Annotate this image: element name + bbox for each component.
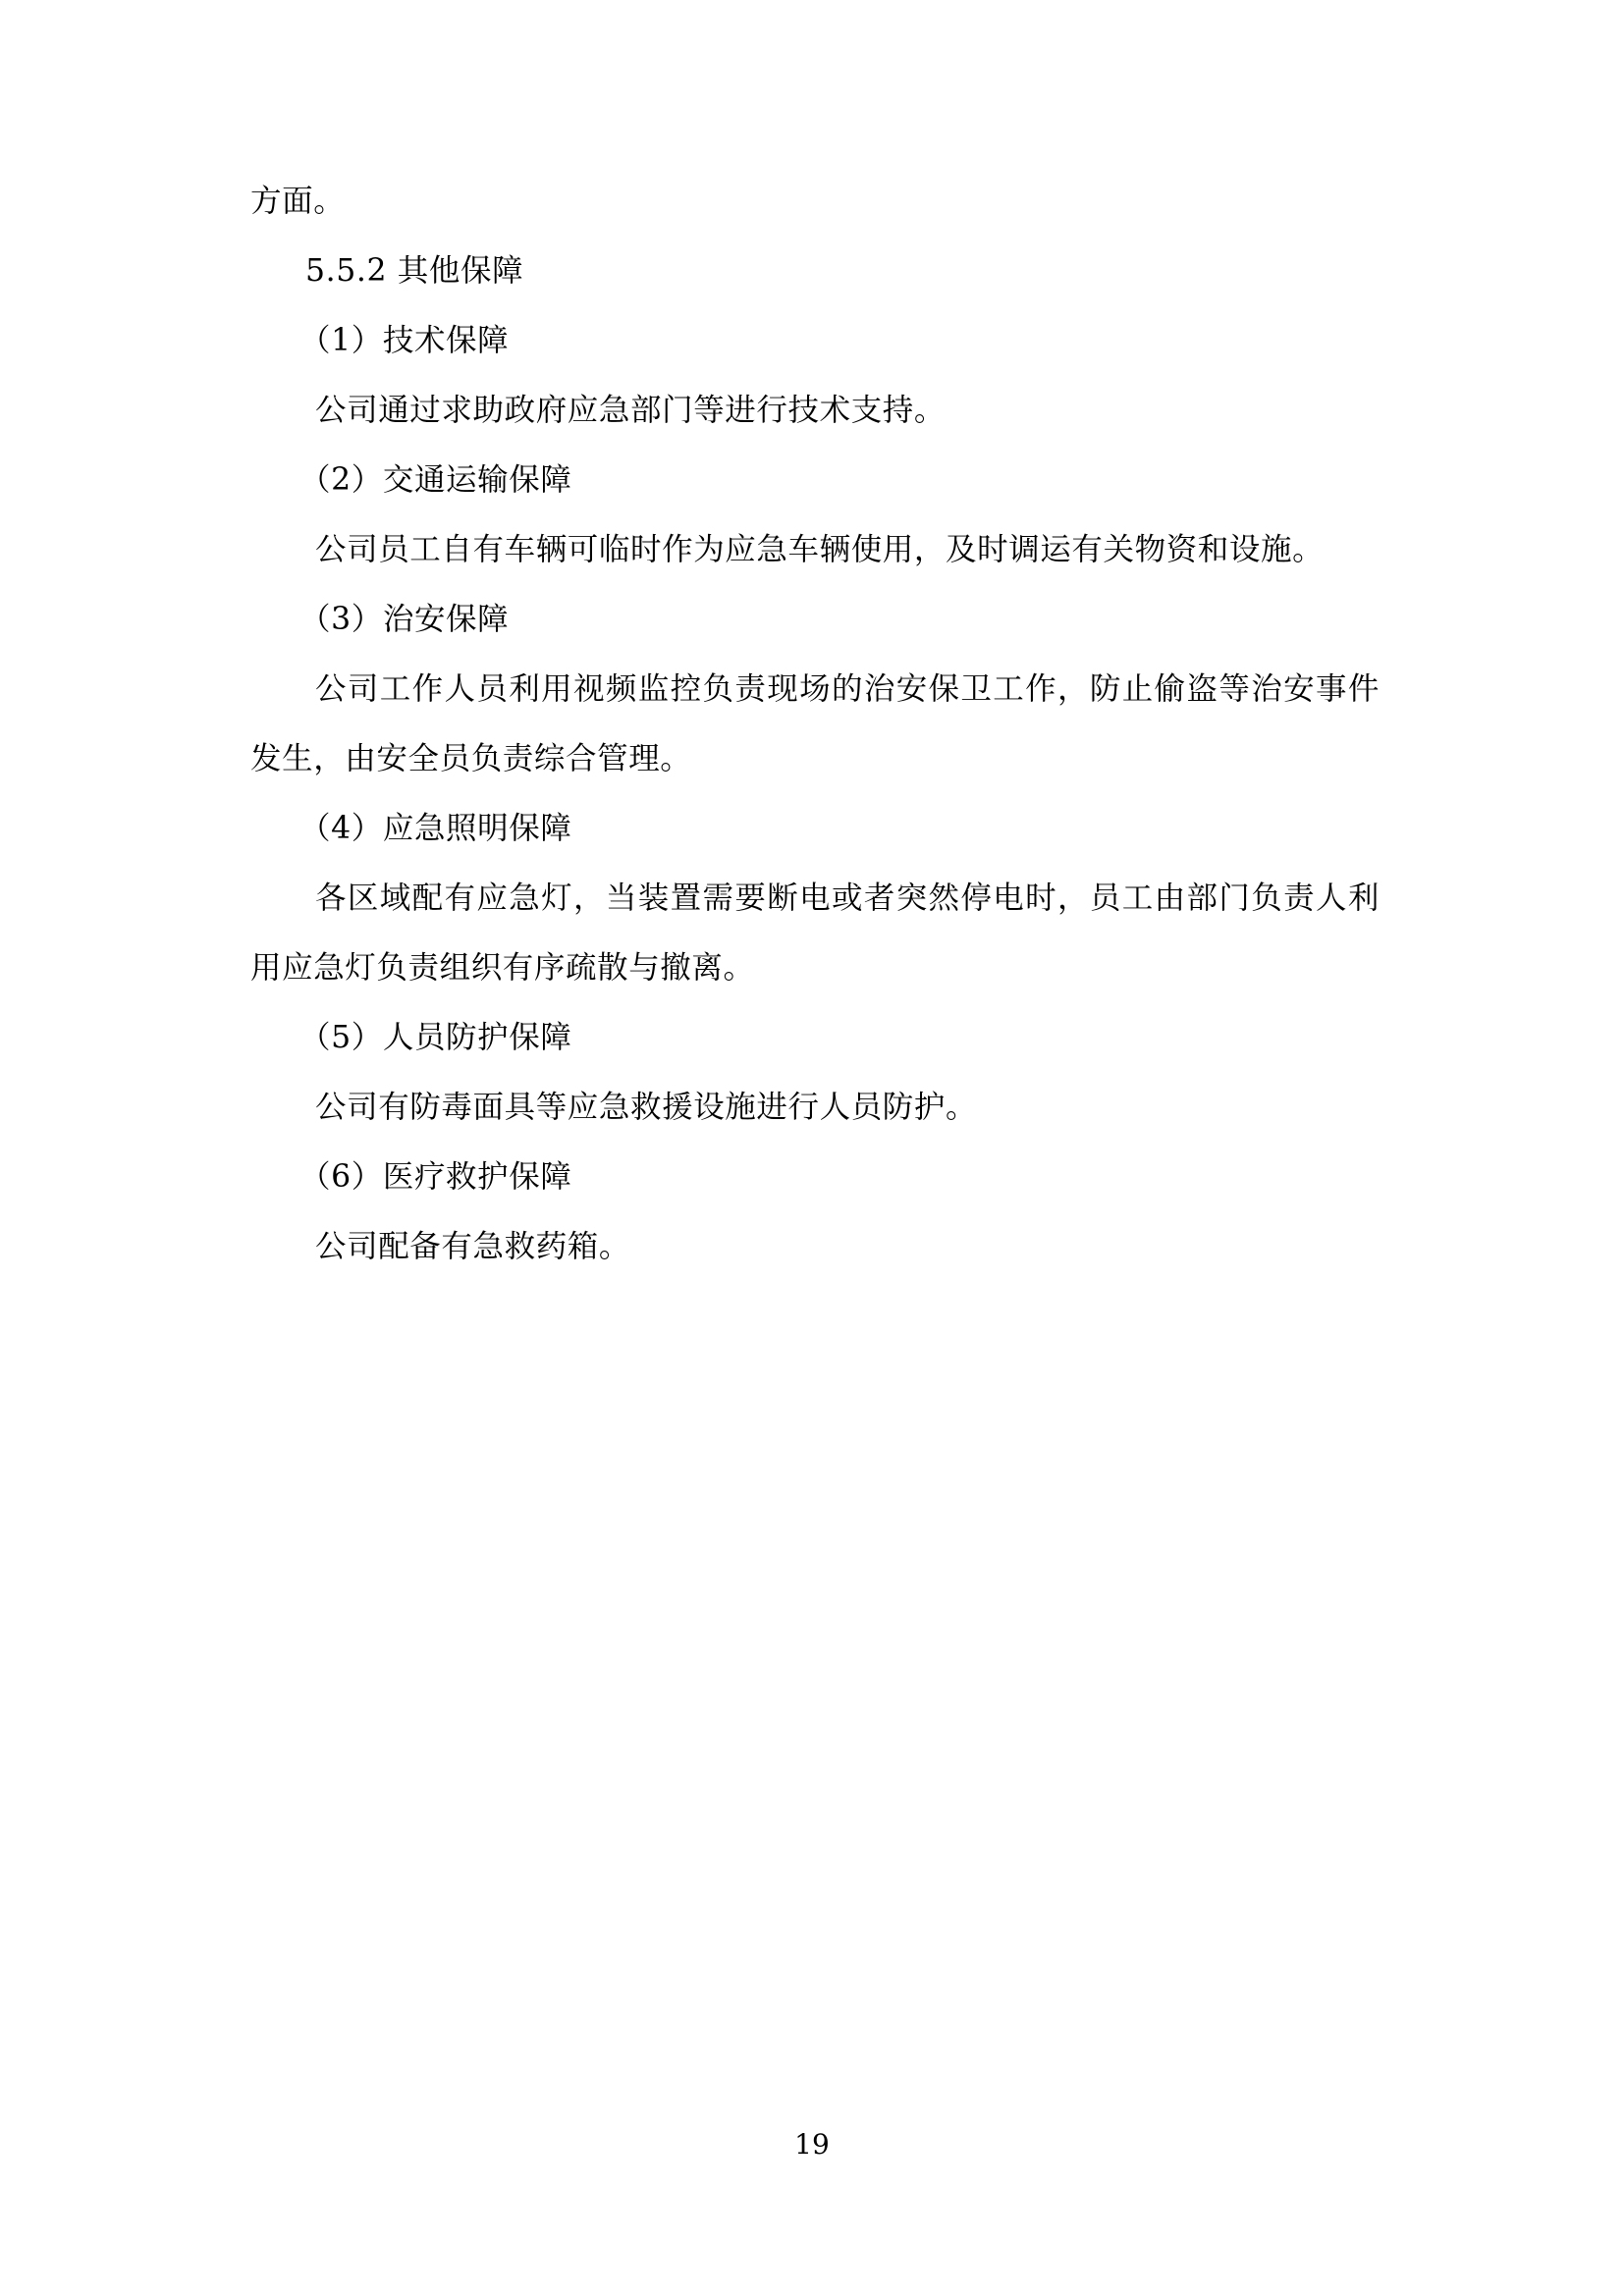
page-content — [250, 167, 1380, 1282]
list-item-4-title: （4）应急照明保障 — [299, 811, 572, 846]
list-item-6-body: 公司配备有急救药箱。 — [315, 1229, 631, 1264]
section-heading-5-5-2: 5.5.2 其他保障 — [305, 253, 524, 289]
list-item-5-body: 公司有防毒面具等应急救援设施进行人员防护。 — [315, 1090, 978, 1125]
list-item-1-body: 公司通过求助政府应急部门等进行技术支持。 — [315, 393, 947, 428]
list-item-3-title: （3）治安保障 — [299, 602, 510, 637]
list-item-5-title: （5）人员防护保障 — [299, 1020, 572, 1055]
paragraph-continuation: 方面。 — [250, 184, 346, 219]
page-number: 19 — [794, 2128, 830, 2161]
list-item-1-title: （1）技术保障 — [299, 323, 510, 358]
list-item-2-title: （2）交通运输保障 — [299, 462, 572, 498]
list-item-4-body: 各区域配有应急灯，当装置需要断电或者突然停电时，员工由部门负责人利用应急灯负责组织有序疏散与撤离。 — [250, 881, 1380, 986]
list-item-6-title: （6）医疗救护保障 — [299, 1159, 572, 1195]
list-item-3-body: 公司工作人员利用视频监控负责现场的治安保卫工作，防止偷盗等治安事件发生，由安全员负责综合管理。 — [250, 671, 1380, 776]
list-item-2-body: 公司员工自有车辆可临时作为应急车辆使用，及时调运有关物资和设施。 — [315, 532, 1325, 567]
